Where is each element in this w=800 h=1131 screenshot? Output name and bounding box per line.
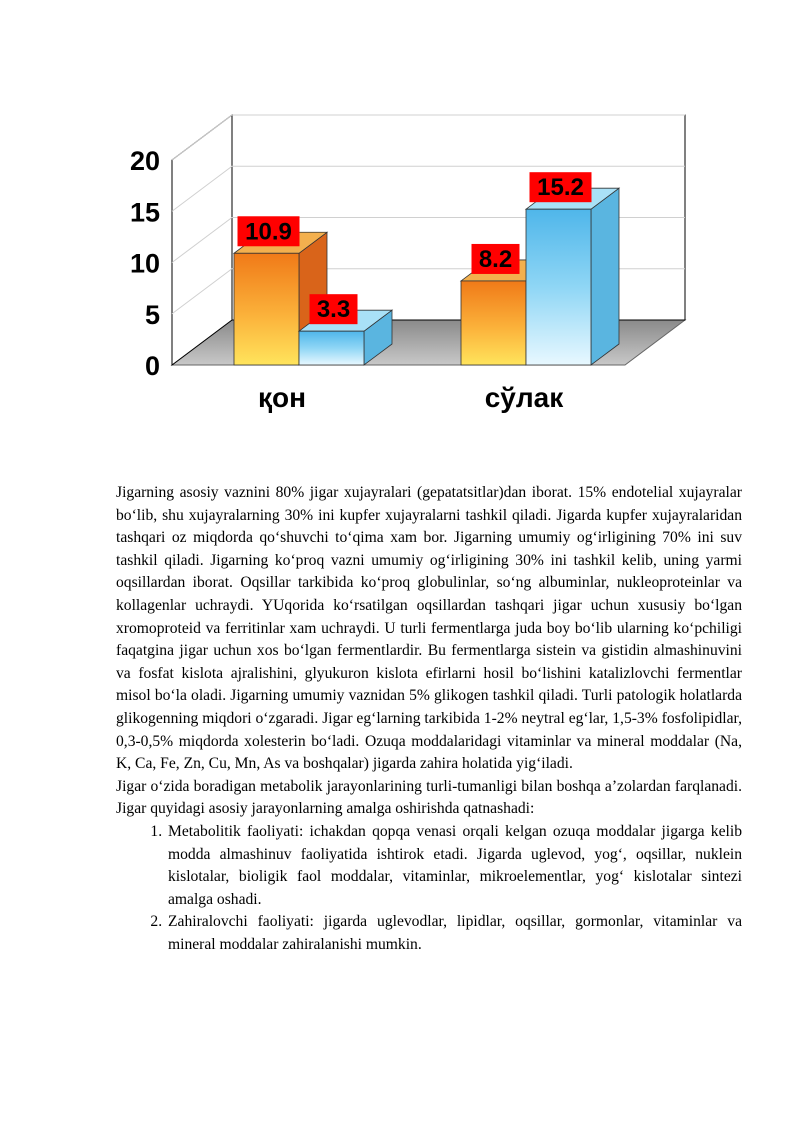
data-label: 15.2 [537, 174, 584, 202]
numbered-list [116, 821, 742, 957]
data-label: 10.9 [245, 218, 292, 246]
bar [526, 188, 619, 365]
y-tick-label: 5 [144, 299, 160, 330]
data-label: 3.3 [316, 296, 351, 324]
list-item: 1. Metabolitik faoliyati: ichakdan qopqa venasi orqali kelgan ozuqa moddalar jigarga kelib modda almashinuv faoliyatida ishtirok etadi. Jigarda uglevod, yog‘, oqsillar, nuklein kislotalar, bioligik faol moddalar, vitaminlar, mikroelementlar, yog‘ kislotalar sintezi amalga oshadi. [166, 821, 742, 911]
data-label: 8.2 [478, 245, 513, 273]
bar-chart [0, 0, 800, 440]
y-tick-label: 10 [129, 248, 160, 279]
category-label: сўлак [484, 382, 564, 413]
y-tick-label: 15 [129, 197, 160, 228]
y-tick-label: 20 [129, 146, 160, 176]
bar-front [461, 281, 526, 365]
bar-side [591, 188, 619, 365]
bar-front [526, 209, 591, 365]
bar-front [299, 331, 364, 365]
list-item: 2. Zahiralovchi faoliyati: jigarda uglevodlar, lipidlar, oqsillar, gormonlar, vitaminlar va mineral moddalar zahiralanishi mumkin. [166, 911, 742, 956]
paragraph: Jigar o‘zida boradigan metabolik jarayonlarining turli-tumanligi bilan boshqa a’zolardan farqlanadi. Jigar quyidagi asosiy jarayonlarning amalga oshirishda qatnashadi: [116, 777, 742, 818]
category-label: қон [257, 382, 307, 413]
bar-front [234, 253, 299, 365]
paragraph: Jigarning asosiy vaznini 80% jigar xujayralari (gepatatsitlar)dan iborat. 15% endotelial xujayralar bo‘lib, shu xujayralarning 30% ini kupfer xujayralarni tashkil qiladi. Jigarda kupfer xujayralaridan tashqari oz miqdorda qo‘shuvchi to‘qima xam bor. Jigarning umumiy og‘irligining 70% ini suv tashkil qiladi. Jigarning ko‘proq vazni umumiy og‘irligining 30% ini tashkil kelib, uning yarmi oqsillardan iborat. Oqsillar tarkibida ko‘proq globulinlar, so‘ng albuminlar, nukleoproteinlar va kollagenlar uchraydi. YUqorida ko‘rsatilgan oqsillardan tashqari jigar uchun xususiy bo‘lgan xromoproteid va ferritinlar xam uchraydi. U turli fermentlarga juda boy bo‘lib ularning ko‘pchiligi faqatgina jigar uchun xos bo‘lgan fermentlardir. Bu fermentlarga sistein va gistidin almashinuvini va fosfat kislota ajralishini, glyukuron kislota efirlarni hosil bo‘lishini katalizlovchi fermentlar misol bo‘la oladi. Jigarning umumiy vaznidan 5% glikogen tashkil qiladi. Turli patologik holatlarda glikogenning miqdori o‘zgaradi. Jigar eg‘larning tarkibida 1-2% neytral eg‘lar, 1,5-3% fosfolipidlar, 0,3-0,5% miqdorda xolesterin bo‘ladi. Ozuqa moddalaridagi vitaminlar va mineral moddalar (Na, K, Ca, Fe, Zn, Cu, Mn, As va boshqalar) jigarda zahira holatida yig‘iladi. [116, 484, 742, 773]
document-body [116, 482, 742, 956]
y-tick-label: 0 [144, 351, 160, 381]
